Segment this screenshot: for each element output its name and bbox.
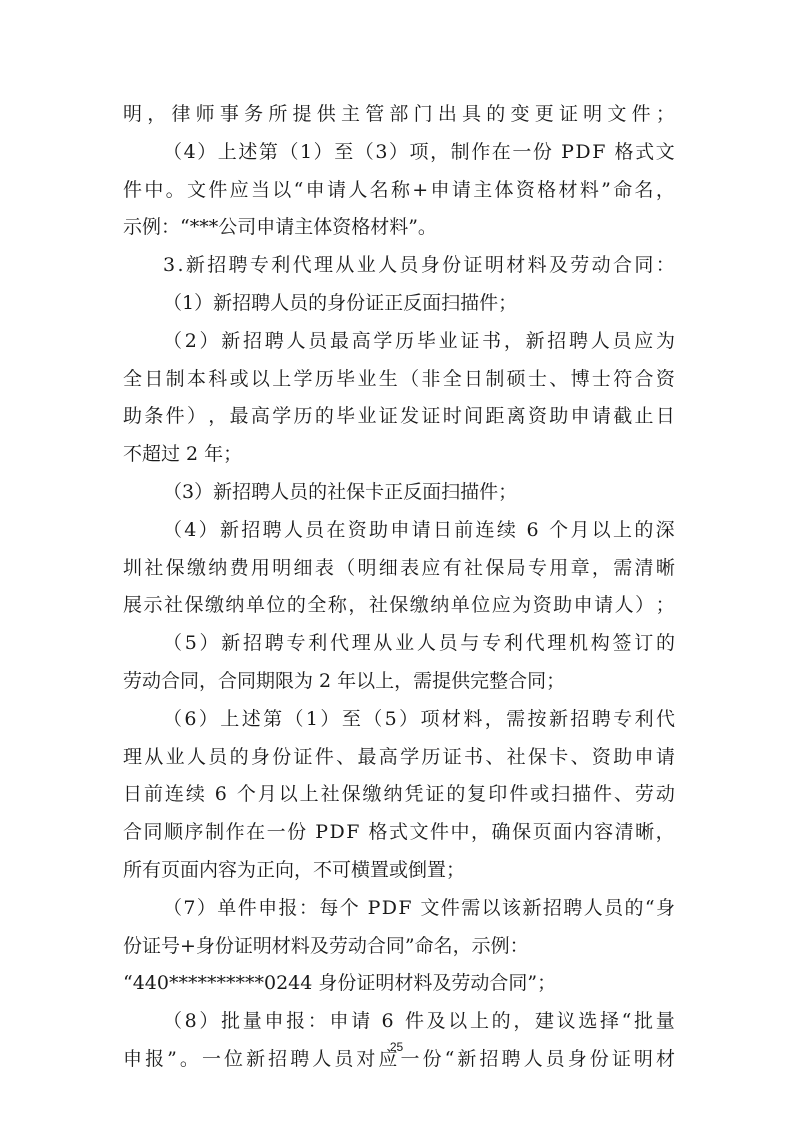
text-line: （ 2 ） 新 招 聘 人 员 最 高 学 历 毕 业 证 书 ， 新 招 聘 人 员 应 为: [163, 329, 675, 352]
text-line: 劳动合同，合同期限为 2 年以上，需提供完整合同；: [123, 669, 566, 692]
text-line: 申 报 ” 。 一 位 新 招 聘 人 员 对 应 一 份 “ 新 招 聘 人 员 身 份 证 明 材: [123, 1047, 675, 1070]
text-line: 3 . 新 招 聘 专 利 代 理 从 业 人 员 身 份 证 明 材 料 及 劳 动 合 同 ：: [163, 254, 675, 277]
text-line: 助 条 件 ） ， 最 高 学 历 的 毕 业 证 发 证 时 间 距 离 资 助 申 请 截 止 日: [123, 405, 675, 428]
page-number: 25: [389, 1040, 404, 1054]
text-line: 日 前 连 续 6 个 月 以 上 社 保 缴 纳 凭 证 的 复 印 件 或 扫 描 件 、 劳 动: [123, 783, 675, 806]
text-line: （ 6 ） 上 述 第 （ 1 ） 至 （ 5 ） 项 材 料 ， 需 按 新 招 聘 专 利 代: [163, 707, 675, 730]
text-line: 全 日 制 本 科 或 以 上 学 历 毕 业 生 （ 非 全 日 制 硕 士 、 博 士 符 合 资: [123, 367, 675, 390]
text-line: 圳 社 保 缴 纳 费 用 明 细 表 （ 明 细 表 应 有 社 保 局 专 用 章 ， 需 清 晰: [123, 556, 675, 579]
text-line: （ 8 ） 批 量 申 报 ： 申 请 6 件 及 以 上 的 ， 建 议 选 择 “ 批 量: [163, 1010, 675, 1033]
text-line: 示例：“***公司申请主体资格材料”。: [123, 216, 437, 239]
text-line: 所有页面内容为正向，不可横置或倒置；: [123, 858, 466, 881]
text-line: 件 中 。 文 件 应 当 以 “ 申 请 人 名 称 + 申 请 主 体 资 格 材 料 ” 命 名 ，: [123, 178, 675, 201]
text-line: “440**********0244 身份证明材料及劳动合同”；: [123, 972, 557, 995]
text-line: （ 4 ） 新 招 聘 人 员 在 资 助 申 请 日 前 连 续 6 个 月 以 上 的 深: [163, 518, 675, 541]
text-line: 明 ， 律 师 事 务 所 提 供 主 管 部 门 出 具 的 变 更 证 明 文 件 ；: [123, 103, 675, 125]
text-line: （ 4 ） 上 述 第 （ 1 ） 至 （ 3 ） 项 ， 制 作 在 一 份 P D F 格 式 文: [163, 140, 675, 163]
text-line: （ 5 ） 新 招 聘 专 利 代 理 从 业 人 员 与 专 利 代 理 机 构 签 订 的: [163, 632, 675, 655]
text-line: 份证号+身份证明材料及劳动合同”命名，示例：: [123, 934, 529, 957]
text-line: （1）新招聘人员的身份证正反面扫描件；: [163, 291, 518, 314]
text-line: （ 7 ） 单 件 申 报 ： 每 个 P D F 文 件 需 以 该 新 招 聘 人 员 的 “ 身: [163, 896, 675, 919]
text-line: 展 示 社 保 缴 纳 单 位 的 全 称 ， 社 保 缴 纳 单 位 应 为 资 助 申 请 人 ） ；: [123, 594, 675, 617]
body-text: [123, 96, 675, 1079]
text-line: 合 同 顺 序 制 作 在 一 份 P D F 格 式 文 件 中 ， 确 保 页 面 内 容 清 晰 ，: [123, 821, 675, 844]
text-line: 不超过 2 年；: [123, 443, 243, 466]
text-line: 理 从 业 人 员 的 身 份 证 件 、 最 高 学 历 证 书 、 社 保 卡 、 资 助 申 请: [123, 745, 675, 768]
text-line: （3）新招聘人员的社保卡正反面扫描件；: [163, 480, 518, 503]
